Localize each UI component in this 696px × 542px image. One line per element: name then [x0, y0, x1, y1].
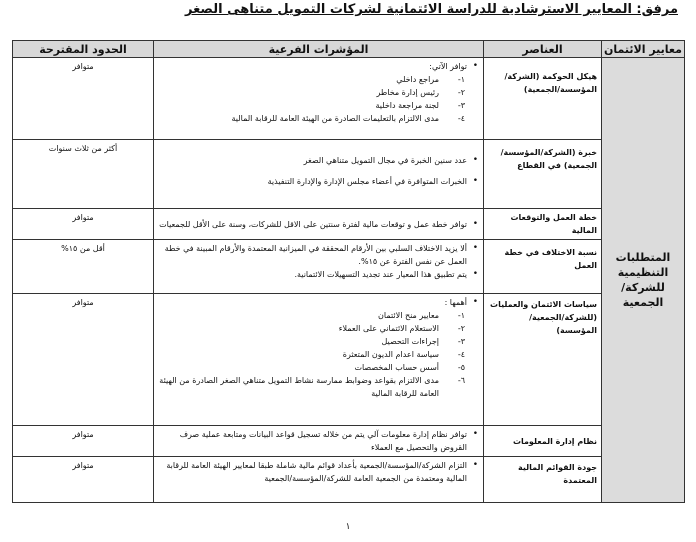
element-cell: خبرة (الشركة/المؤسسة/ الجمعية) في القطاع — [484, 140, 602, 209]
element-cell: خطة العمل والتوقعات المالية — [484, 209, 602, 240]
indicator-bullet: • توافر الآتي: — [158, 60, 479, 73]
table-row — [13, 58, 685, 140]
indicator-cell — [154, 294, 484, 426]
subitem: ٤- مدى الالتزام بالتعليمات الصادرة من الهيئة العامة للرقابة المالية — [231, 114, 465, 123]
limit-cell: متوافر — [13, 209, 154, 240]
subitem: ١- مراجع داخلي — [396, 75, 465, 84]
element-cell: جودة القوائم المالية المعتمدة — [484, 457, 602, 503]
table-row — [13, 240, 685, 294]
subitem: ٥- أسس حساب المخصصات — [354, 363, 465, 372]
indicator-bullet: • يتم تطبيق هذا المعيار عند تجديد التسهيلات الائتمانية. — [158, 268, 479, 281]
subitem: ٦- مدى الالتزام بقواعد وضوابط ممارسة نشاط التمويل متناهي الصغر الصادرة من الهيئة العامة للرقابة المالية — [159, 376, 465, 398]
table-row — [13, 140, 685, 209]
element-cell: نسبة الاختلاف في خطة العمل — [484, 240, 602, 294]
limit-cell: متوافر — [13, 457, 154, 503]
limit-cell: متوافر — [13, 426, 154, 457]
limit-cell: أقل من ١٥% — [13, 240, 154, 294]
indicator-bullet: • عدد سنين الخبرة في مجال التمويل متناهي الصغر — [158, 154, 479, 167]
header-indicators: المؤشرات الفرعية — [154, 41, 484, 58]
table-row — [13, 294, 685, 426]
header-limits: الحدود المقترحة — [13, 41, 154, 58]
table-row — [13, 457, 685, 503]
indicator-bullet: • التزام الشركة/المؤسسة/الجمعية بأعداد قوائم مالية شاملة طبقا لمعايير الهيئة العامة للرقابة المالية ومعتمدة من الجمعية العامة للشركة/المؤسسة/الجمعية — [158, 459, 479, 485]
page-number: ١ — [345, 522, 351, 532]
indicator-bullet: • توافر نظام إدارة معلومات آلي يتم من خلاله تسجيل قواعد البيانات ومتابعة عملية صرف القروض والتحصيل مع العملاء — [158, 428, 479, 454]
criteria-table — [12, 40, 685, 503]
criteria-category: المتطلبات التنظيمية للشركة/ الجمعية — [602, 58, 685, 503]
indicator-cell — [154, 209, 484, 240]
indicator-cell — [154, 240, 484, 294]
limit-cell: متوافر — [13, 294, 154, 426]
subitem: ٢- الاستعلام الائتماني على العملاء — [338, 324, 465, 333]
header-row — [13, 41, 685, 58]
table-row — [13, 209, 685, 240]
subitem: ٣- إجراءات التحصيل — [381, 337, 465, 346]
indicator-bullet: • الخبرات المتوافرة في أعضاء مجلس الإدارة والإدارة التنفيذية — [158, 175, 479, 188]
subitem: ١- معايير منح الائتمان — [378, 311, 465, 320]
table-row — [13, 426, 685, 457]
indicator-cell — [154, 140, 484, 209]
subitem: ٣- لجنة مراجعة داخلية — [375, 101, 465, 110]
indicator-bullet: • توافر خطة عمل و توقعات مالية لفترة سنتين على الاقل للشركات، وسنة على الأقل للجمعيات — [158, 218, 479, 231]
header-elements: العناصر — [484, 41, 602, 58]
indicator-cell — [154, 426, 484, 457]
limit-cell: متوافر — [13, 58, 154, 140]
indicator-cell — [154, 457, 484, 503]
limit-cell: أكثر من ثلاث سنوات — [13, 140, 154, 209]
element-cell: هيكل الحوكمة (الشركة/المؤسسة/الجمعية) — [484, 58, 602, 140]
document-title: مرفق: المعايير الاسترشادية للدراسة الائتمانية لشركات التمويل متناهى الصغر — [184, 2, 678, 17]
subitem: ٢- رئيس إدارة مخاطر — [376, 88, 465, 97]
indicator-bullet: • ألا يزيد الاختلاف السلبي بين الأرقام المحققة في الميزانية المعتمدة والأرقام المبينة في خطة العمل عن نفس الفترة عن ١٥%. — [158, 242, 479, 268]
indicator-cell — [154, 58, 484, 140]
element-cell: سياسات الائتمان والعمليات (للشركة/الجمعية/ المؤسسة) — [484, 294, 602, 426]
indicator-bullet: • أهمها : — [158, 296, 479, 309]
element-cell: نظام إدارة المعلومات — [484, 426, 602, 457]
header-criteria: معايير الائتمان — [602, 41, 685, 58]
subitem: ٤- سياسة اعدام الديون المتعثرة — [342, 350, 465, 359]
